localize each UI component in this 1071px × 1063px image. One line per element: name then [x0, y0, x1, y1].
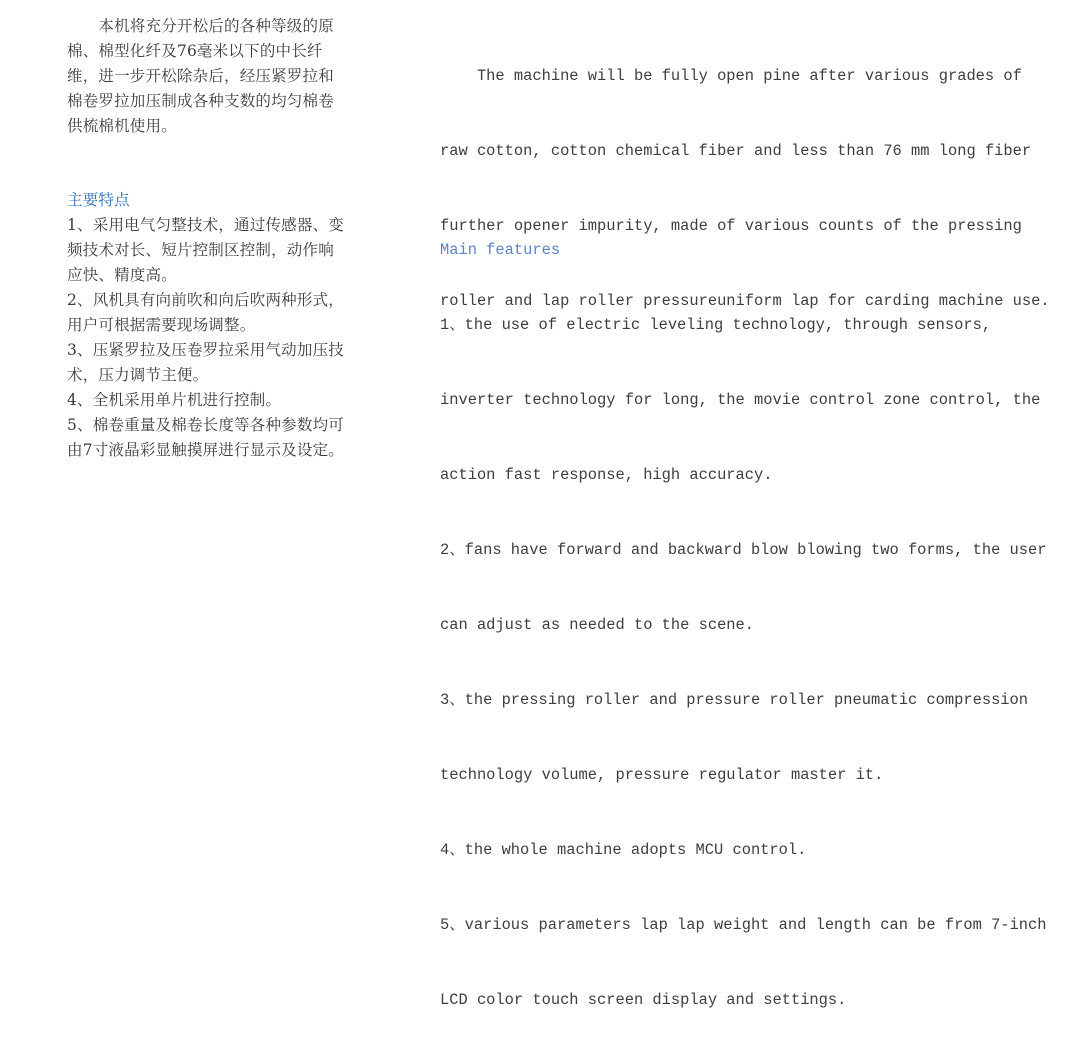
text-line: 供梳棉机使用。: [67, 117, 177, 135]
feature-line: 5、棉卷重量及棉卷长度等各种参数均可: [67, 416, 344, 434]
feature-line: 2、风机具有向前吹和向后吹两种形式，: [67, 291, 344, 309]
feature-line: 4、全机采用单片机进行控制。: [67, 391, 282, 409]
feature-line: 3、压紧罗拉及压卷罗拉采用气动加压技: [67, 341, 344, 359]
feature-line: 2、fans have forward and backward blow blowing two forms, the user: [440, 541, 1047, 559]
section-heading: 主要特点: [67, 191, 130, 209]
text-line: raw cotton, cotton chemical fiber and less than 76 mm long fiber: [440, 142, 1032, 160]
feature-line: inverter technology for long, the movie control zone control, the: [440, 391, 1041, 409]
english-features-section: [440, 188, 1050, 1063]
feature-line: 1、the use of electric leveling technology, through sensors,: [440, 316, 992, 334]
text-line: 维，进一步开松除杂后，经压紧罗拉和: [67, 67, 334, 85]
text-line: further opener impurity, made of various counts of the pressing: [440, 217, 1022, 235]
feature-line: technology volume, pressure regulator master it.: [440, 766, 884, 784]
text-line: The machine will be fully open pine after various grades of: [440, 67, 1022, 85]
text-line: 棉、棉型化纤及76毫米以下的中长纤: [67, 42, 323, 60]
feature-line: 4、the whole machine adopts MCU control.: [440, 841, 807, 859]
feature-line: 用户可根据需要现场调整。: [67, 316, 256, 334]
section-heading: Main features: [440, 241, 561, 259]
text-line: roller and lap roller pressureuniform lap for carding machine use.: [440, 292, 1050, 310]
feature-line: 频技术对长、短片控制区控制，动作响: [67, 241, 334, 259]
text-line: 本机将充分开松后的各种等级的原: [67, 17, 334, 35]
feature-line: action fast response, high accuracy.: [440, 466, 773, 484]
feature-line: 3、the pressing roller and pressure roller pneumatic compression: [440, 691, 1029, 709]
text-line: 棉卷罗拉加压制成各种支数的均匀棉卷: [67, 92, 334, 110]
feature-line: 由7寸液晶彩显触摸屏进行显示及设定。: [67, 441, 344, 459]
chinese-features-section: [67, 188, 397, 463]
feature-line: 应快、精度高。: [67, 266, 177, 284]
chinese-intro-paragraph: [67, 14, 397, 139]
feature-line: can adjust as needed to the scene.: [440, 616, 755, 634]
feature-line: 1、采用电气匀整技术，通过传感器、变: [67, 216, 344, 234]
feature-line: LCD color touch screen display and settings.: [440, 991, 847, 1009]
feature-line: 5、various parameters lap lap weight and length can be from 7-inch: [440, 916, 1047, 934]
feature-line: 术，压力调节主便。: [67, 366, 209, 384]
